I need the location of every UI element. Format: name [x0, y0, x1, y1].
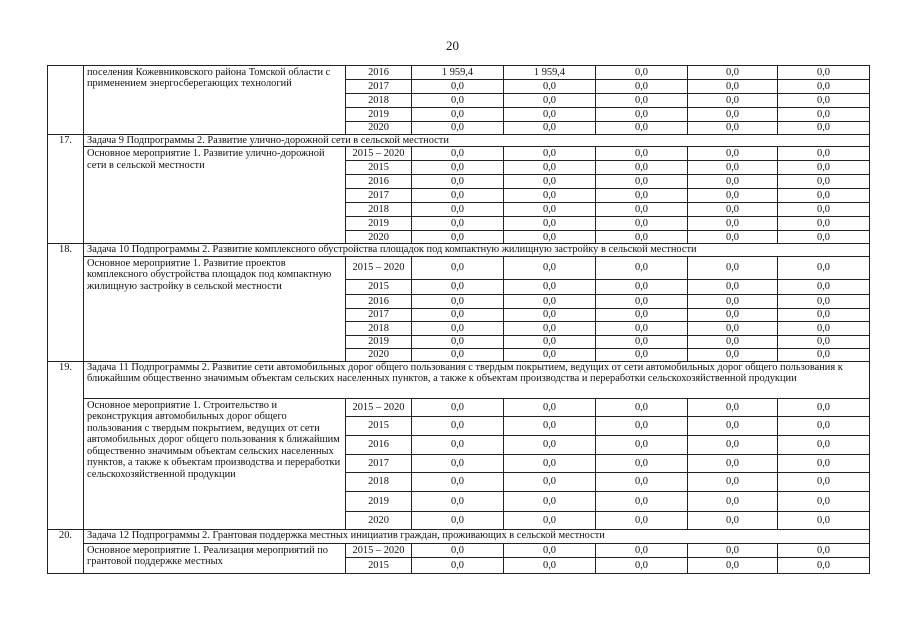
value-cell: 0,0 — [504, 348, 596, 361]
value-cell: 1 959,4 — [504, 66, 596, 80]
activity-description: Основное мероприятие 1. Развитие улично-дорожной сети в сельской местности — [84, 147, 346, 244]
value-cell: 0,0 — [778, 543, 870, 557]
value-cell: 0,0 — [412, 321, 504, 335]
value-cell: 0,0 — [688, 161, 778, 175]
activity-description: поселения Кожевниковского района Томской области с применением энергосберегающих технологий — [84, 66, 346, 135]
year-cell: 2016 — [346, 294, 412, 308]
value-cell: 0,0 — [688, 256, 778, 279]
year-cell: 2016 — [346, 66, 412, 80]
section-number — [48, 66, 84, 135]
value-cell: 0,0 — [778, 279, 870, 294]
value-cell: 0,0 — [596, 217, 688, 231]
value-cell: 0,0 — [412, 398, 504, 416]
year-cell: 2019 — [346, 335, 412, 348]
value-cell: 0,0 — [504, 108, 596, 122]
value-cell: 0,0 — [504, 416, 596, 435]
activity-description: Основное мероприятие 1. Реализация мероприятий по грантовой поддержке местных — [84, 543, 346, 573]
value-cell: 0,0 — [412, 491, 504, 511]
year-cell: 2015 – 2020 — [346, 147, 412, 161]
value-cell: 0,0 — [596, 491, 688, 511]
value-cell: 0,0 — [412, 203, 504, 217]
value-cell: 0,0 — [778, 256, 870, 279]
task-title: Задача 11 Подпрограммы 2. Развитие сети автомобильных дорог общего пользования с твердым покрытием, ведущих от сети автомобильных дорог общего пользования к ближайшим общественно значимым объектам сельских населенных пунктов, а также к объектам производства и переработки сельскохозяйственной продукции — [84, 361, 870, 398]
value-cell: 0,0 — [596, 147, 688, 161]
value-cell: 0,0 — [504, 454, 596, 472]
value-cell: 0,0 — [778, 80, 870, 94]
value-cell: 0,0 — [688, 543, 778, 557]
value-cell: 0,0 — [504, 231, 596, 244]
year-cell: 2015 — [346, 416, 412, 435]
value-cell: 0,0 — [596, 189, 688, 203]
value-cell: 0,0 — [688, 454, 778, 472]
value-cell: 0,0 — [412, 256, 504, 279]
value-cell: 0,0 — [688, 294, 778, 308]
value-cell: 0,0 — [504, 147, 596, 161]
value-cell: 0,0 — [596, 435, 688, 454]
table-row — [48, 147, 870, 161]
value-cell: 0,0 — [412, 454, 504, 472]
value-cell: 0,0 — [778, 161, 870, 175]
value-cell: 0,0 — [596, 335, 688, 348]
value-cell: 0,0 — [596, 398, 688, 416]
section-number: 18. — [48, 244, 84, 361]
table-row — [48, 256, 870, 279]
value-cell: 0,0 — [412, 175, 504, 189]
value-cell: 0,0 — [596, 94, 688, 108]
value-cell: 0,0 — [412, 217, 504, 231]
value-cell: 0,0 — [778, 189, 870, 203]
page-number: 20 — [446, 38, 459, 53]
value-cell: 0,0 — [504, 435, 596, 454]
value-cell: 0,0 — [596, 279, 688, 294]
activity-description: Основное мероприятие 1. Развитие проектов комплексного обустройства площадок под компактную жилищную застройку в сельской местности — [84, 256, 346, 361]
value-cell: 0,0 — [596, 122, 688, 135]
value-cell: 0,0 — [504, 122, 596, 135]
value-cell: 0,0 — [778, 308, 870, 321]
value-cell: 0,0 — [688, 66, 778, 80]
value-cell: 0,0 — [688, 80, 778, 94]
value-cell: 0,0 — [688, 511, 778, 529]
year-cell: 2015 — [346, 557, 412, 573]
value-cell: 0,0 — [778, 398, 870, 416]
value-cell: 0,0 — [688, 321, 778, 335]
value-cell: 0,0 — [412, 335, 504, 348]
value-cell: 0,0 — [688, 231, 778, 244]
value-cell: 0,0 — [504, 203, 596, 217]
value-cell: 0,0 — [504, 217, 596, 231]
value-cell: 0,0 — [504, 161, 596, 175]
value-cell: 0,0 — [688, 217, 778, 231]
value-cell: 0,0 — [778, 491, 870, 511]
value-cell: 0,0 — [504, 256, 596, 279]
value-cell: 0,0 — [412, 147, 504, 161]
year-cell: 2015 — [346, 161, 412, 175]
value-cell: 0,0 — [688, 398, 778, 416]
value-cell: 0,0 — [778, 94, 870, 108]
value-cell: 0,0 — [778, 321, 870, 335]
task-title-row — [48, 529, 870, 543]
year-cell: 2020 — [346, 511, 412, 529]
year-cell: 2018 — [346, 203, 412, 217]
value-cell: 0,0 — [688, 348, 778, 361]
value-cell: 0,0 — [504, 398, 596, 416]
year-cell: 2018 — [346, 94, 412, 108]
value-cell: 0,0 — [778, 416, 870, 435]
value-cell: 0,0 — [412, 94, 504, 108]
value-cell: 0,0 — [778, 147, 870, 161]
value-cell: 0,0 — [596, 66, 688, 80]
year-cell: 2020 — [346, 348, 412, 361]
value-cell: 0,0 — [596, 175, 688, 189]
year-cell: 2018 — [346, 321, 412, 335]
value-cell: 0,0 — [504, 279, 596, 294]
value-cell: 0,0 — [412, 543, 504, 557]
value-cell: 0,0 — [504, 308, 596, 321]
value-cell: 0,0 — [596, 256, 688, 279]
value-cell: 0,0 — [778, 294, 870, 308]
value-cell: 0,0 — [688, 308, 778, 321]
year-cell: 2015 – 2020 — [346, 398, 412, 416]
value-cell: 0,0 — [688, 94, 778, 108]
value-cell: 0,0 — [778, 472, 870, 491]
value-cell: 0,0 — [688, 108, 778, 122]
value-cell: 0,0 — [778, 348, 870, 361]
value-cell: 0,0 — [412, 161, 504, 175]
value-cell: 0,0 — [596, 231, 688, 244]
table-row — [48, 66, 870, 80]
value-cell: 0,0 — [778, 335, 870, 348]
table-row — [48, 543, 870, 557]
value-cell: 0,0 — [596, 511, 688, 529]
value-cell: 0,0 — [504, 175, 596, 189]
value-cell: 0,0 — [504, 189, 596, 203]
task-title-row — [48, 135, 870, 147]
year-cell: 2020 — [346, 231, 412, 244]
value-cell: 0,0 — [596, 203, 688, 217]
value-cell: 0,0 — [596, 416, 688, 435]
value-cell: 0,0 — [778, 231, 870, 244]
value-cell: 0,0 — [688, 472, 778, 491]
year-cell: 2015 — [346, 279, 412, 294]
value-cell: 0,0 — [504, 511, 596, 529]
task-title: Задача 12 Подпрограммы 2. Грантовая поддержка местных инициатив граждан, проживающих в сельской местности — [84, 529, 870, 543]
section-number: 17. — [48, 135, 84, 244]
value-cell: 0,0 — [504, 294, 596, 308]
value-cell: 0,0 — [688, 491, 778, 511]
value-cell: 0,0 — [688, 122, 778, 135]
value-cell: 0,0 — [412, 189, 504, 203]
value-cell: 0,0 — [688, 335, 778, 348]
value-cell: 0,0 — [688, 279, 778, 294]
value-cell: 0,0 — [504, 321, 596, 335]
value-cell: 0,0 — [504, 335, 596, 348]
value-cell: 0,0 — [596, 321, 688, 335]
value-cell: 0,0 — [504, 80, 596, 94]
year-cell: 2017 — [346, 189, 412, 203]
value-cell: 0,0 — [778, 511, 870, 529]
value-cell: 0,0 — [596, 348, 688, 361]
year-cell: 2018 — [346, 472, 412, 491]
value-cell: 0,0 — [412, 308, 504, 321]
year-cell: 2017 — [346, 308, 412, 321]
year-cell: 2017 — [346, 454, 412, 472]
value-cell: 0,0 — [596, 161, 688, 175]
value-cell: 0,0 — [778, 175, 870, 189]
value-cell: 0,0 — [596, 472, 688, 491]
value-cell: 0,0 — [688, 189, 778, 203]
value-cell: 0,0 — [412, 557, 504, 573]
value-cell: 0,0 — [504, 491, 596, 511]
value-cell: 0,0 — [778, 435, 870, 454]
activity-description: Основное мероприятие 1. Строительство и реконструкция автомобильных дорог общего пользования с твердым покрытием, ведущих от сети автомобильных дорог общего пользования к ближайшим общественно значимым объектам сельских населенных пунктов, а также к объектам производства и переработки сельскохозяйственной продукции — [84, 398, 346, 529]
value-cell: 0,0 — [504, 557, 596, 573]
value-cell: 0,0 — [596, 543, 688, 557]
value-cell: 0,0 — [412, 511, 504, 529]
value-cell: 0,0 — [688, 147, 778, 161]
year-cell: 2019 — [346, 217, 412, 231]
value-cell: 0,0 — [778, 217, 870, 231]
task-title-row — [48, 361, 870, 398]
year-cell: 2015 – 2020 — [346, 256, 412, 279]
year-cell: 2020 — [346, 122, 412, 135]
value-cell: 0,0 — [688, 203, 778, 217]
value-cell: 0,0 — [504, 543, 596, 557]
value-cell: 0,0 — [688, 175, 778, 189]
value-cell: 0,0 — [596, 294, 688, 308]
value-cell: 0,0 — [778, 454, 870, 472]
budget-table — [47, 65, 870, 574]
section-number: 19. — [48, 361, 84, 529]
value-cell: 0,0 — [778, 557, 870, 573]
year-cell: 2016 — [346, 435, 412, 454]
value-cell: 0,0 — [412, 472, 504, 491]
task-title: Задача 10 Подпрограммы 2. Развитие комплексного обустройства площадок под компактную жилищную застройку в сельской местности — [84, 244, 870, 256]
year-cell: 2016 — [346, 175, 412, 189]
task-title: Задача 9 Подпрограммы 2. Развитие улично-дорожной сети в сельской местности — [84, 135, 870, 147]
task-title-row — [48, 244, 870, 256]
year-cell: 2019 — [346, 491, 412, 511]
value-cell: 0,0 — [412, 80, 504, 94]
value-cell: 0,0 — [688, 416, 778, 435]
value-cell: 0,0 — [778, 122, 870, 135]
year-cell: 2019 — [346, 108, 412, 122]
value-cell: 0,0 — [412, 416, 504, 435]
value-cell: 0,0 — [596, 308, 688, 321]
value-cell: 0,0 — [412, 231, 504, 244]
value-cell: 0,0 — [778, 66, 870, 80]
value-cell: 0,0 — [412, 348, 504, 361]
value-cell: 0,0 — [688, 435, 778, 454]
value-cell: 1 959,4 — [412, 66, 504, 80]
value-cell: 0,0 — [778, 108, 870, 122]
section-number: 20. — [48, 529, 84, 573]
value-cell: 0,0 — [688, 557, 778, 573]
value-cell: 0,0 — [596, 108, 688, 122]
year-cell: 2015 – 2020 — [346, 543, 412, 557]
value-cell: 0,0 — [412, 435, 504, 454]
value-cell: 0,0 — [412, 122, 504, 135]
value-cell: 0,0 — [504, 472, 596, 491]
value-cell: 0,0 — [596, 454, 688, 472]
value-cell: 0,0 — [778, 203, 870, 217]
year-cell: 2017 — [346, 80, 412, 94]
table-row — [48, 398, 870, 416]
value-cell: 0,0 — [596, 80, 688, 94]
value-cell: 0,0 — [504, 94, 596, 108]
value-cell: 0,0 — [412, 279, 504, 294]
value-cell: 0,0 — [412, 294, 504, 308]
value-cell: 0,0 — [596, 557, 688, 573]
value-cell: 0,0 — [412, 108, 504, 122]
